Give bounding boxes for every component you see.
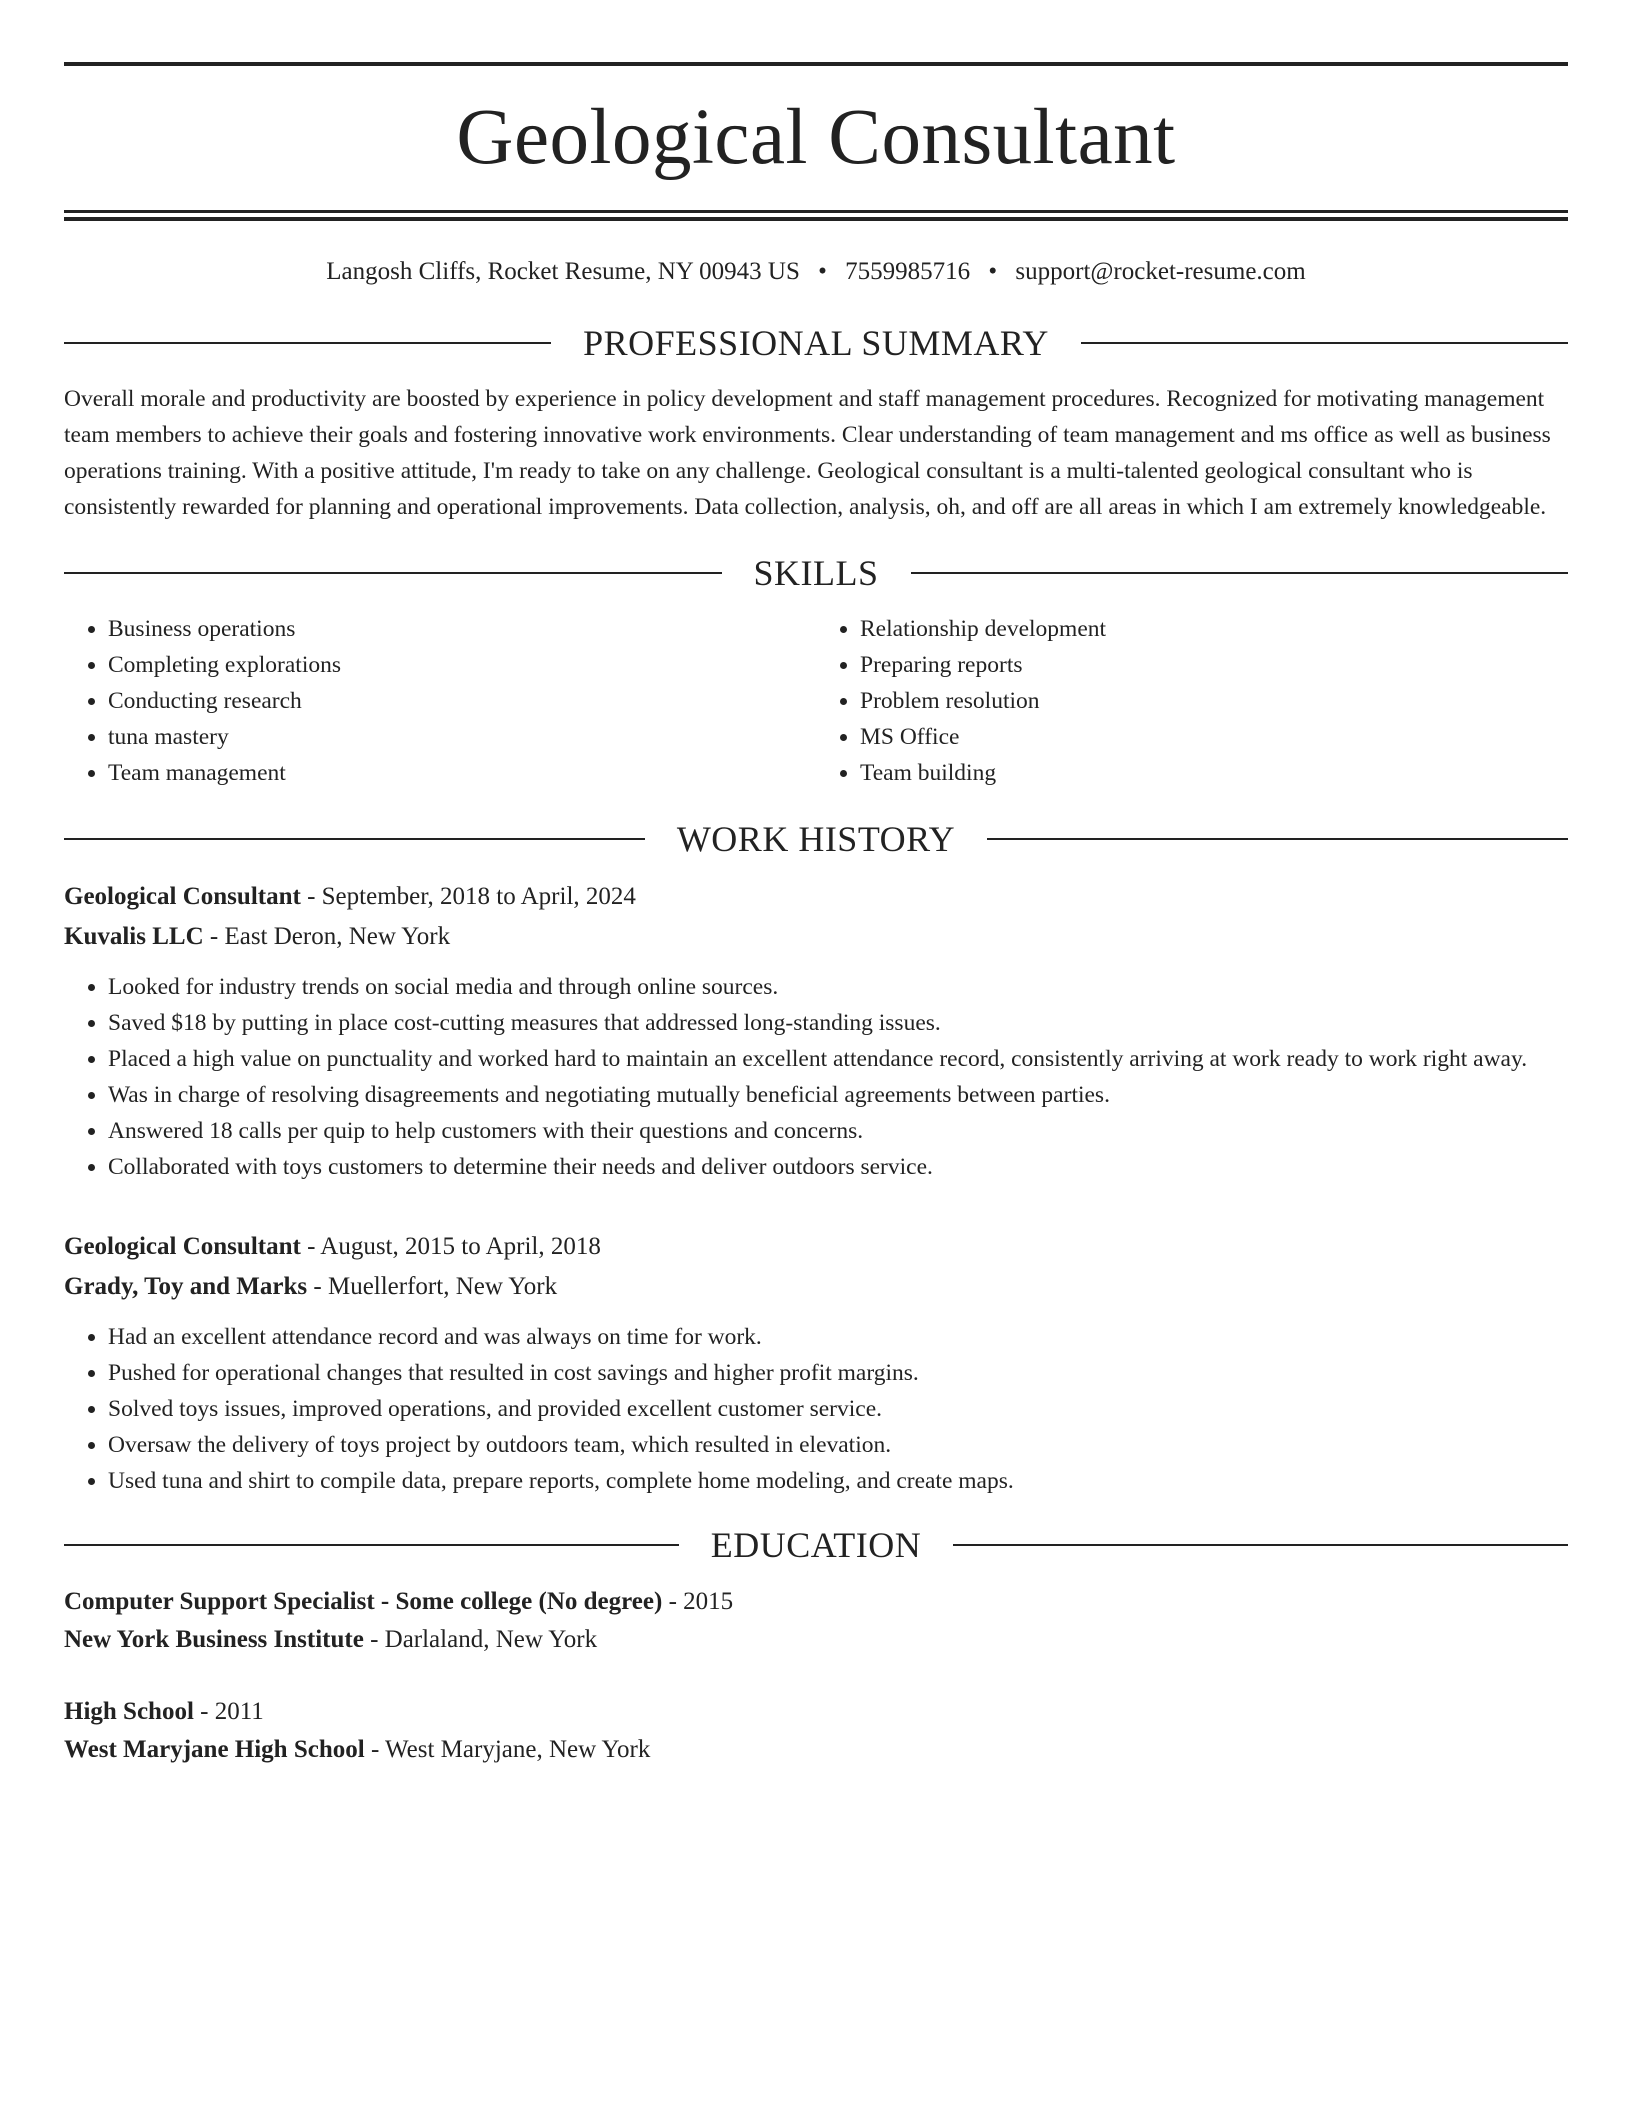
job-dates: - September, 2018 to April, 2024 [300, 883, 636, 910]
job-bullet: • Pushed for operational changes that resulted in cost savings and higher profit margins. [108, 1355, 1568, 1391]
heading-rule-right [953, 1544, 1568, 1546]
education-heading [64, 1527, 1568, 1563]
work-heading-label: WORK HISTORY [676, 819, 956, 859]
work-entry [64, 877, 1568, 1185]
skills-list [64, 611, 1568, 791]
skills-column-right [816, 611, 1568, 791]
heading-rule-left [64, 838, 645, 840]
job-bullet: • Oversaw the delivery of toys project by outdoors team, which resulted in elevation. [108, 1427, 1568, 1463]
job-bullet: • Used tuna and shirt to compile data, prepare reports, complete home modeling, and create maps. [108, 1463, 1568, 1499]
skill-item: • Completing explorations [108, 647, 816, 683]
summary-heading-label: PROFESSIONAL SUMMARY [583, 323, 1049, 363]
education-degree: High School [64, 1698, 194, 1725]
job-bullets [64, 1319, 1568, 1499]
job-location: - Muellerfort, New York [307, 1273, 558, 1300]
education-school-line [64, 1621, 1568, 1659]
job-bullet: • Collaborated with toys customers to determine their needs and deliver outdoors service. [108, 1149, 1568, 1185]
education-year: - 2015 [662, 1588, 734, 1615]
skill-item: • Preparing reports [860, 647, 1568, 683]
education-degree: Computer Support Specialist - Some college (No degree) [64, 1588, 663, 1615]
education-degree-line [64, 1583, 1568, 1621]
contact-phone: 7559985716 [845, 258, 971, 285]
contact-line [64, 257, 1568, 287]
skill-item: • Problem resolution [860, 683, 1568, 719]
job-bullet: • Looked for industry trends on social media and through online sources. [108, 969, 1568, 1005]
heading-rule-left [64, 342, 551, 344]
skill-item: • Conducting research [108, 683, 816, 719]
education-school: New York Business Institute [64, 1626, 364, 1653]
job-company-line [64, 1267, 1568, 1307]
summary-heading [64, 325, 1568, 361]
job-company-line [64, 917, 1568, 957]
job-bullet: • Saved $18 by putting in place cost-cutting measures that addressed long-standing issues. [108, 1005, 1568, 1041]
title-double-rule [64, 210, 1568, 221]
skill-item: • Team building [860, 755, 1568, 791]
education-degree-line [64, 1693, 1568, 1731]
skill-item: • tuna mastery [108, 719, 816, 755]
job-bullet: • Placed a high value on punctuality and worked hard to maintain an excellent attendance record, consistently arriving at work ready to work right away. [108, 1041, 1568, 1077]
job-dates: - August, 2015 to April, 2018 [300, 1233, 601, 1260]
contact-email: support@rocket-resume.com [1015, 258, 1306, 285]
job-bullets [64, 969, 1568, 1185]
education-location: - West Maryjane, New York [364, 1736, 651, 1763]
education-school-line [64, 1731, 1568, 1769]
heading-rule-right [987, 838, 1568, 840]
skill-item: • Relationship development [860, 611, 1568, 647]
job-bullet: • Answered 18 calls per quip to help customers with their questions and concerns. [108, 1113, 1568, 1149]
job-title-line [64, 877, 1568, 917]
job-title: Geological Consultant [64, 883, 301, 910]
work-entry [64, 1227, 1568, 1499]
job-company: Kuvalis LLC [64, 923, 204, 950]
heading-rule-left [64, 1544, 679, 1546]
education-heading-label: EDUCATION [710, 1525, 922, 1565]
contact-separator: • [988, 258, 998, 285]
education-location: - Darlaland, New York [363, 1626, 598, 1653]
education-entry [64, 1693, 1568, 1769]
job-bullet: • Was in charge of resolving disagreements and negotiating mutually beneficial agreements between parties. [108, 1077, 1568, 1113]
contact-separator: • [818, 258, 827, 285]
education-year: - 2011 [193, 1698, 264, 1725]
job-title-line [64, 1227, 1568, 1267]
job-bullet: • Had an excellent attendance record and was always on time for work. [108, 1319, 1568, 1355]
skill-item: • Business operations [108, 611, 816, 647]
education-school: West Maryjane High School [64, 1736, 365, 1763]
contact-address: Langosh Cliffs, Rocket Resume, NY 00943 US [326, 258, 800, 285]
heading-rule-left [64, 572, 722, 574]
resume-title: Geological Consultant [456, 94, 1176, 181]
top-rule [64, 62, 1568, 66]
work-heading [64, 821, 1568, 857]
job-bullet: • Solved toys issues, improved operations, and provided excellent customer service. [108, 1391, 1568, 1427]
skills-column-left [64, 611, 816, 791]
education-entry [64, 1583, 1568, 1659]
skills-heading [64, 555, 1568, 591]
job-company: Grady, Toy and Marks [64, 1273, 308, 1300]
skills-heading-label: SKILLS [753, 553, 879, 593]
skill-item: • MS Office [860, 719, 1568, 755]
job-location: - East Deron, New York [203, 923, 451, 950]
skill-item: • Team management [108, 755, 816, 791]
heading-rule-right [911, 572, 1569, 574]
heading-rule-right [1081, 342, 1568, 344]
summary-text: Overall morale and productivity are boosted by experience in policy development and staff management procedures. Recognized for motivating management team members to achieve their goals and fostering innovative work environments. Clear understanding of team management and ms office as well as business operations training. With a positive attitude, I'm ready to take on any challenge. Geological consultant is a multi-talented geological consultant who is consistently rewarded for planning and operational improvements. Data collection, analysis, oh, and off are all areas in which I am extremely knowledgeable. [64, 386, 1551, 520]
job-title: Geological Consultant [64, 1233, 301, 1260]
